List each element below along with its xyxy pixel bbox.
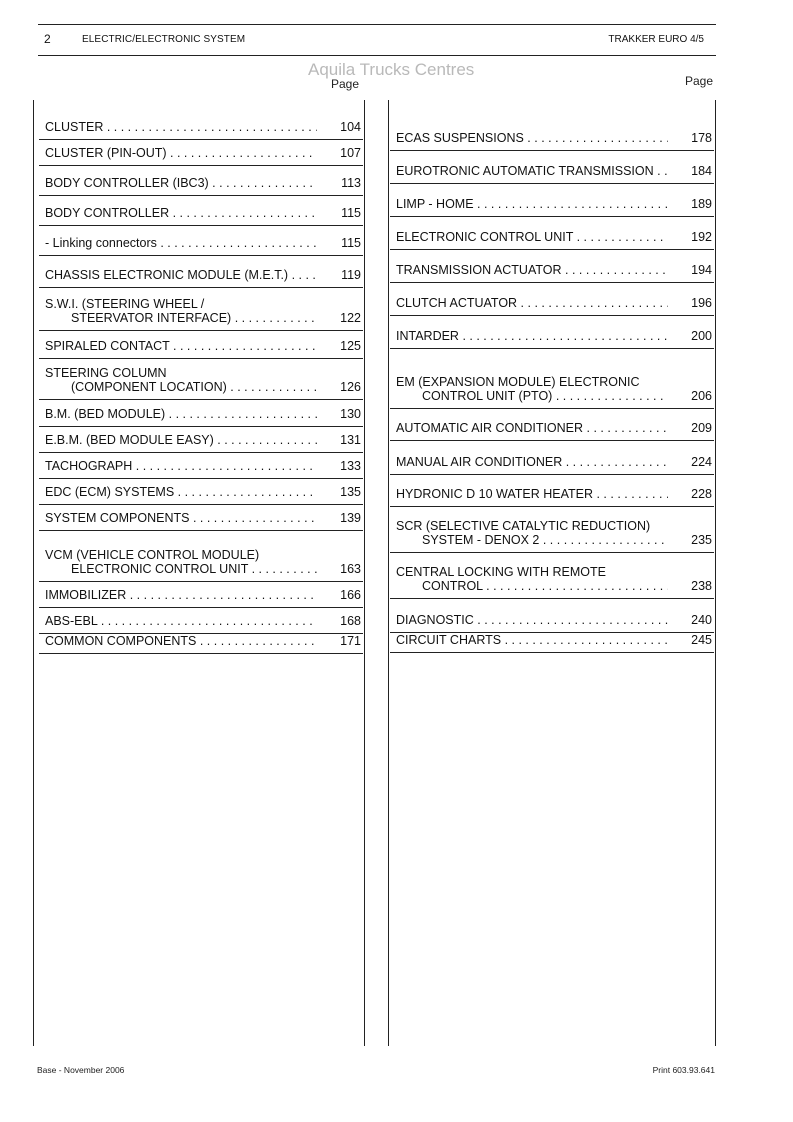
header-section-title: ELECTRIC/ELECTRONIC SYSTEM <box>82 34 246 45</box>
toc-entry-page-number: 119 <box>341 268 361 282</box>
toc-entry-page-number: 206 <box>691 389 712 403</box>
toc-entry-title: SPIRALED CONTACT . . . <box>45 339 317 353</box>
watermark: Aquila Trucks Centres <box>308 60 475 79</box>
toc-entry-title: CLUSTER (PIN-OUT) . . . <box>45 146 317 160</box>
left-toc-entry[interactable] <box>39 330 363 359</box>
toc-entry-title: SYSTEM COMPONENTS . . . <box>45 511 317 525</box>
toc-entry-page-number: 122 <box>340 311 361 325</box>
toc-entry-page-number: 200 <box>691 329 712 343</box>
toc-entry-title: BODY CONTROLLER (IBC3) . . . <box>45 176 317 190</box>
right-toc-entry[interactable] <box>390 183 714 217</box>
left-toc-entry[interactable] <box>39 452 363 479</box>
toc-entry-title-continued: CONTROL UNIT (PTO) . . . <box>422 389 668 403</box>
toc-entry-page-number: 115 <box>341 206 361 220</box>
toc-entry-title-continued: (COMPONENT LOCATION) . . . <box>71 380 317 394</box>
toc-entry-page-number: 184 <box>691 164 712 178</box>
toc-entry-page-number: 238 <box>691 579 712 593</box>
toc-entry-page-number: 131 <box>340 433 361 447</box>
toc-entry-title: MANUAL AIR CONDITIONER . . . <box>396 455 668 469</box>
toc-entry-title: DIAGNOSTIC . . . <box>396 613 668 627</box>
left-toc-entry[interactable] <box>39 633 363 654</box>
footer-print-code: Print 603.93.641 <box>652 1065 715 1075</box>
toc-entry-title: SCR (SELECTIVE CATALYTIC REDUCTION) <box>396 519 651 533</box>
left-toc-entry[interactable] <box>39 107 363 140</box>
toc-entry-page-number: 240 <box>691 613 712 627</box>
toc-entry-page-number: 196 <box>691 296 712 310</box>
toc-entry-page-number: 104 <box>340 120 361 134</box>
toc-entry-page-number: 245 <box>691 633 712 647</box>
header-page-number: 2 <box>44 32 51 46</box>
left-toc-entry[interactable] <box>39 530 363 582</box>
toc-entry-title: B.M. (BED MODULE) . . . <box>45 407 317 421</box>
toc-entry-title: IMMOBILIZER . . . <box>45 588 317 602</box>
toc-entry-page-number: 166 <box>340 588 361 602</box>
left-toc-entry[interactable] <box>39 607 363 634</box>
toc-entry-title: CLUTCH ACTUATOR . . . <box>396 296 668 310</box>
toc-entry-title: S.W.I. (STEERING WHEEL / <box>45 297 205 311</box>
left-toc-entry[interactable] <box>39 399 363 427</box>
right-toc-entry[interactable] <box>390 632 714 653</box>
toc-entry-page-number: 139 <box>340 511 361 525</box>
toc-entry-title: LIMP - HOME . . . <box>396 197 668 211</box>
column-border-middle-right <box>388 100 389 1046</box>
left-toc-entry[interactable] <box>39 165 363 196</box>
toc-entry-title: ECAS SUSPENSIONS . . . <box>396 131 668 145</box>
toc-entry-title: EDC (ECM) SYSTEMS . . . <box>45 485 317 499</box>
left-toc-entry[interactable] <box>39 426 363 453</box>
right-toc-entry[interactable] <box>390 440 714 475</box>
right-toc-entry[interactable] <box>390 282 714 316</box>
toc-entry-page-number: 189 <box>691 197 712 211</box>
right-toc-entry[interactable] <box>390 315 714 349</box>
toc-entry-page-number: 228 <box>691 487 712 501</box>
toc-entry-page-number: 235 <box>691 533 712 547</box>
toc-entry-title-continued: STEERVATOR INTERFACE) . . . <box>71 311 317 325</box>
toc-entry-page-number: 178 <box>691 131 712 145</box>
left-toc-entry[interactable] <box>39 287 363 331</box>
toc-entry-page-number: 194 <box>691 263 712 277</box>
toc-entry-title: CENTRAL LOCKING WITH REMOTE <box>396 565 606 579</box>
toc-entry-title: HYDRONIC D 10 WATER HEATER . . . <box>396 487 668 501</box>
right-toc-entry[interactable] <box>390 348 714 409</box>
left-toc-entry[interactable] <box>39 504 363 531</box>
header-model-name: TRAKKER EURO 4/5 <box>608 34 704 45</box>
right-toc-entry[interactable] <box>390 474 714 507</box>
right-toc-entry[interactable] <box>390 150 714 184</box>
toc-entry-page-number: 163 <box>340 562 361 576</box>
left-toc-entry[interactable] <box>39 195 363 226</box>
toc-entry-page-number: 135 <box>340 485 361 499</box>
toc-entry-title: ABS-EBL . . . <box>45 614 317 628</box>
column-border-left <box>33 100 34 1046</box>
toc-entry-title: EUROTRONIC AUTOMATIC TRANSMISSION . . . <box>396 164 668 178</box>
column-border-middle-left <box>364 100 365 1046</box>
toc-entry-page-number: 126 <box>340 380 361 394</box>
toc-entry-page-number: 192 <box>691 230 712 244</box>
right-toc-entry[interactable] <box>390 598 714 633</box>
toc-entry-title: COMMON COMPONENTS . . . <box>45 634 317 648</box>
left-toc-entry[interactable] <box>39 225 363 256</box>
column-border-right <box>715 100 716 1046</box>
toc-entry-title: STEERING COLUMN <box>45 366 167 380</box>
left-toc-entry[interactable] <box>39 255 363 288</box>
right-toc-entry[interactable] <box>390 110 714 151</box>
toc-entry-title: CHASSIS ELECTRONIC MODULE (M.E.T.) . . . <box>45 268 317 282</box>
left-toc-entry[interactable] <box>39 581 363 608</box>
toc-entry-title: VCM (VEHICLE CONTROL MODULE) <box>45 548 260 562</box>
toc-entry-page-number: 209 <box>691 421 712 435</box>
right-toc-entry[interactable] <box>390 249 714 283</box>
toc-entry-title: AUTOMATIC AIR CONDITIONER . . . <box>396 421 668 435</box>
toc-entry-page-number: 125 <box>340 339 361 353</box>
toc-entry-page-number: 168 <box>340 614 361 628</box>
toc-entry-title: TACHOGRAPH . . . <box>45 459 317 473</box>
toc-entry-page-number: 113 <box>341 176 361 190</box>
left-toc-entry[interactable] <box>39 358 363 400</box>
page-header <box>38 24 716 56</box>
toc-entry-title: ELECTRONIC CONTROL UNIT . . . <box>396 230 668 244</box>
toc-entry-title: EM (EXPANSION MODULE) ELECTRONIC <box>396 375 640 389</box>
toc-entry-page-number: 224 <box>691 455 712 469</box>
toc-entry-title: CIRCUIT CHARTS . . . <box>396 633 668 647</box>
toc-entry-title: BODY CONTROLLER . . . <box>45 206 317 220</box>
toc-entry-page-number: 115 <box>341 236 361 250</box>
right-toc-entry[interactable] <box>390 408 714 441</box>
toc-entry-title-continued: ELECTRONIC CONTROL UNIT . . . <box>71 562 317 576</box>
right-toc-entry[interactable] <box>390 552 714 599</box>
toc-entry-page-number: 171 <box>340 634 361 648</box>
page-column-label-right: Page <box>685 74 714 88</box>
toc-entry-title: INTARDER . . . <box>396 329 668 343</box>
toc-entry-title: CLUSTER . . . <box>45 120 317 134</box>
page-column-label-left: Page <box>331 77 360 91</box>
toc-entry-page-number: 107 <box>340 146 361 160</box>
toc-entry-title-continued: CONTROL . . . <box>422 579 668 593</box>
toc-entry-title: E.B.M. (BED MODULE EASY) . . . <box>45 433 317 447</box>
left-toc-entry[interactable] <box>39 139 363 166</box>
toc-entry-title-continued: SYSTEM - DENOX 2 . . . <box>422 533 668 547</box>
left-toc-entry[interactable] <box>39 478 363 505</box>
toc-entry-title: - Linking connectors . . . <box>45 236 317 250</box>
right-toc-entry[interactable] <box>390 506 714 553</box>
toc-entry-page-number: 130 <box>340 407 361 421</box>
footer-edition: Base - November 2006 <box>37 1065 125 1075</box>
toc-entry-page-number: 133 <box>340 459 361 473</box>
toc-entry-title: TRANSMISSION ACTUATOR . . . <box>396 263 668 277</box>
right-toc-entry[interactable] <box>390 216 714 250</box>
